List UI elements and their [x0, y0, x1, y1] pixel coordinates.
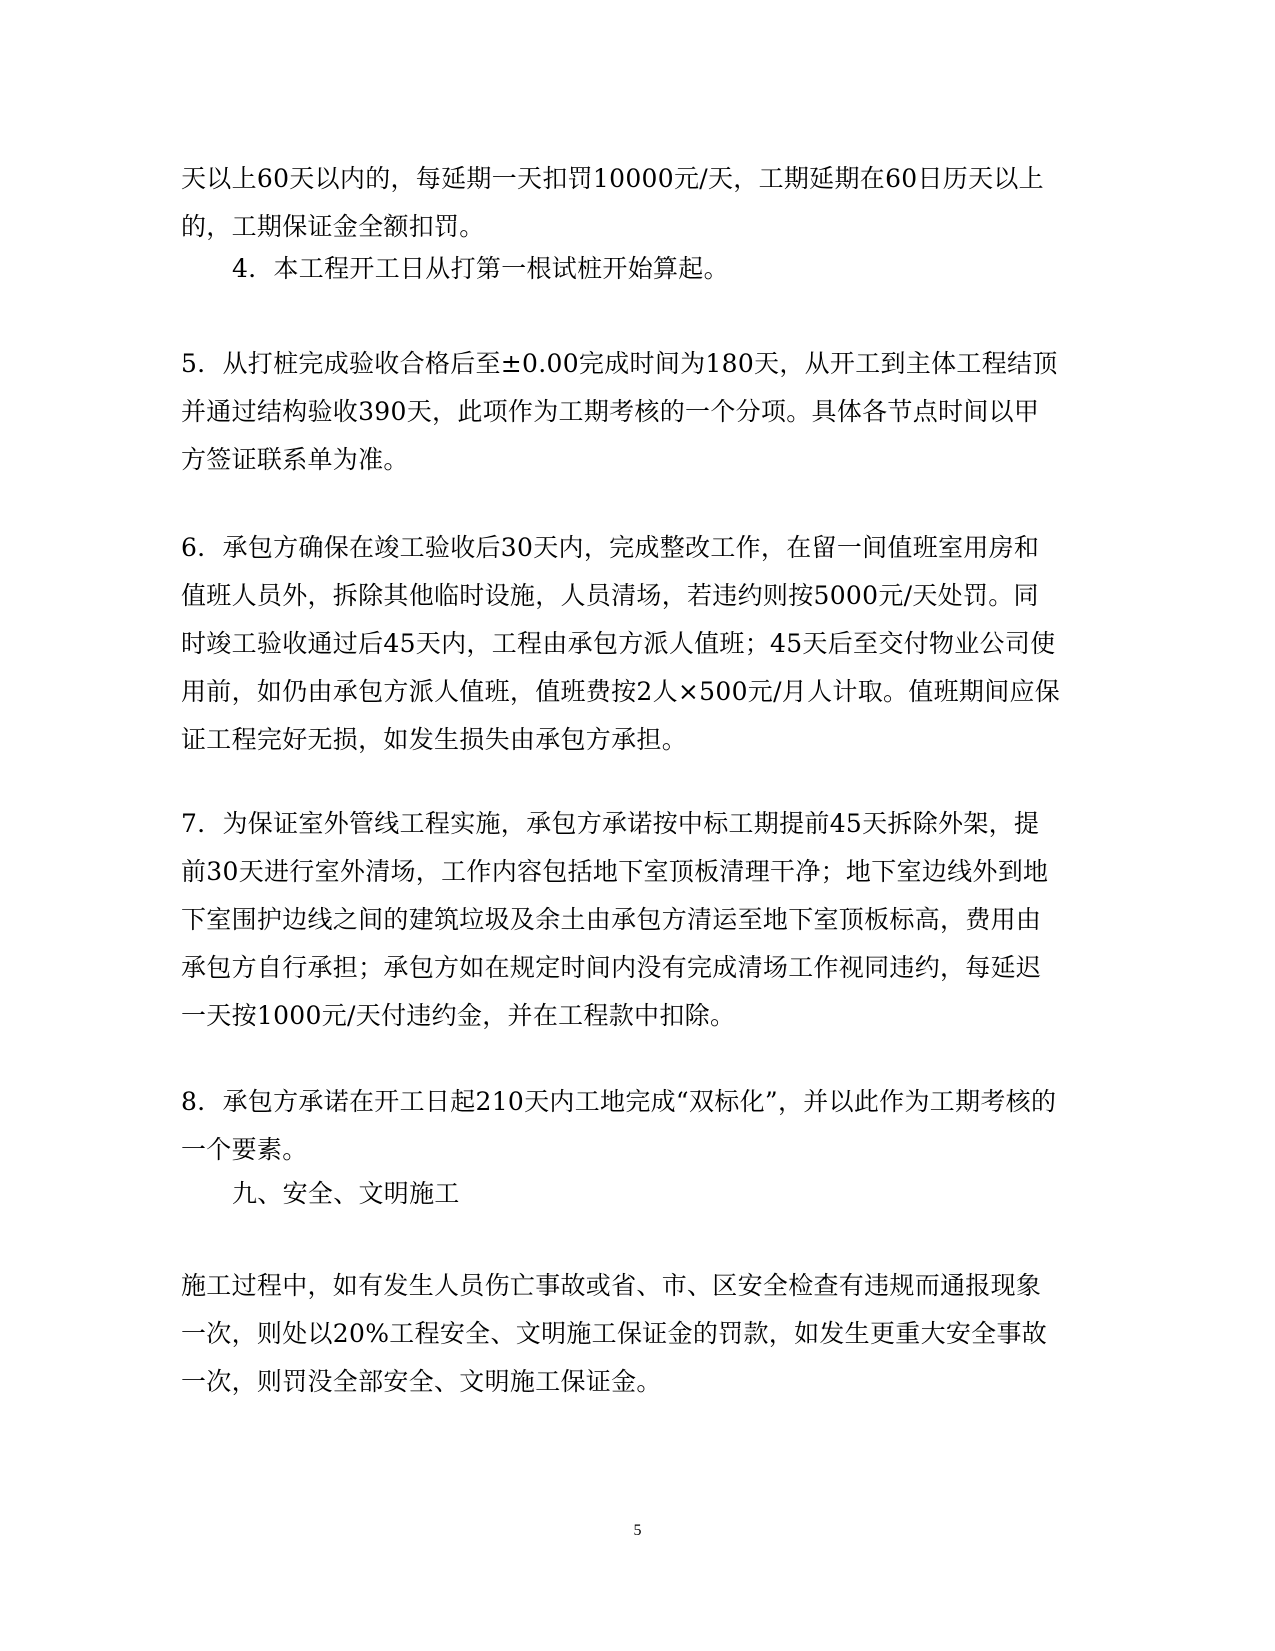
paragraph-safety-penalty: 施工过程中，如有发生人员伤亡事故或省、市、区安全检查有违规而通报现象一次，则处以20%工程安全、文明施工保证金的罚款，如发生更重大安全事故一次，则罚没全部安全、文明施工保证金。: [181, 1271, 1048, 1396]
paragraph-item-7: 7．为保证室外管线工程实施，承包方承诺按中标工期提前45天拆除外架，提前30天进行室外清场，工作内容包括地下室顶板清理干净；地下室边线外到地下室围护边线之间的建筑垃圾及余土由承包方清运至地下室顶板标高，费用由承包方自行承担；承包方如在规定时间内没有完成清场工作视同违约，每延迟一天按1000元/天付违约金，并在工程款中扣除。: [181, 809, 1049, 1030]
paragraph-item-8: 8．承包方承诺在开工日起210天内工地完成“双标化”，并以此作为工期考核的一个要素。: [181, 1087, 1057, 1164]
paragraph-item-5: 5．从打桩完成验收合格后至±0.00完成时间为180天，从开工到主体工程结顶并通过结构验收390天，此项作为工期考核的一个分项。具体各节点时间以甲方签证联系单为准。: [181, 349, 1058, 474]
paragraph-delay-penalty: 天以上60天以内的，每延期一天扣罚10000元/天，工期延期在60日历天以上的，工期保证金全额扣罚。: [181, 164, 1044, 241]
paragraph-item-6: 6．承包方确保在竣工验收后30天内，完成整改工作，在留一间值班室用房和值班人员外，拆除其他临时设施，人员清场，若违约则按5000元/天处罚。同时竣工验收通过后45天内，工程由承包方派人值班；45天后至交付物业公司使用前，如仍由承包方派人值班，值班费按2人×500元/月人计取。值班期间应保证工程完好无损，如发生损失由承包方承担。: [181, 533, 1061, 754]
paragraph-item-4: 4．本工程开工日从打第一根试桩开始算起。: [232, 254, 729, 283]
section-heading-safety: 九、安全、文明施工: [232, 1179, 460, 1208]
page-number: 5: [633, 1522, 642, 1539]
